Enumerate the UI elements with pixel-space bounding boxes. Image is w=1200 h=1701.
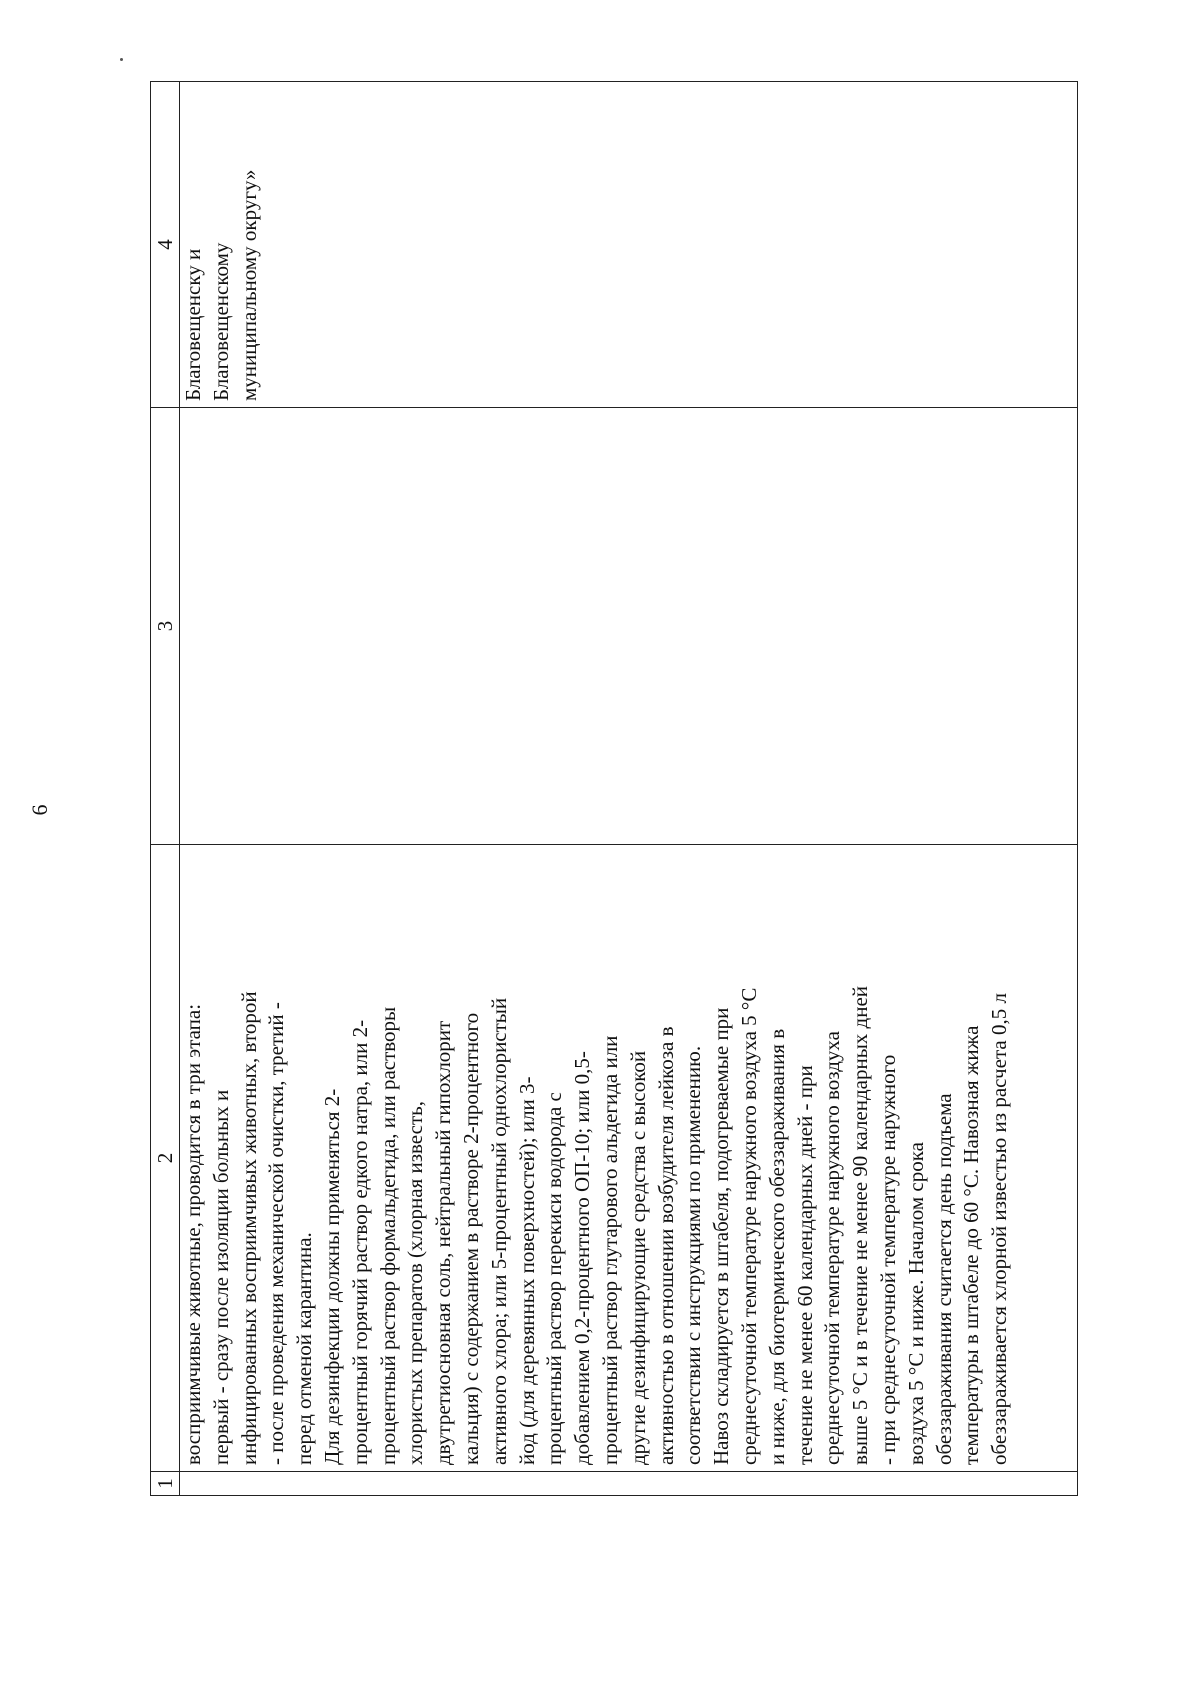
text-line: обеззараживается хлорной известью из расчета 0,5 л (987, 993, 1012, 1465)
page-number: 6 (27, 804, 52, 816)
header-row (151, 82, 180, 1496)
text-line: выше 5 °С и в течение не менее 90 календарных дней (848, 985, 873, 1465)
cell-col-2 (180, 845, 1078, 1472)
text-line: йод (для деревянных поверхностей); или 3- (514, 1076, 539, 1465)
text-line: обеззараживания считается день подъема (931, 1093, 956, 1465)
text-line: среднесуточной температуре наружного воздуха 5 °С (736, 987, 761, 1465)
text-line: температуры в штабеле до 60 °С. Навозная жижа (959, 1025, 984, 1465)
header-col-4: 4 (151, 82, 180, 408)
text-line: и ниже, для биотермического обеззараживания в (764, 1028, 789, 1465)
text-line: первый - сразу после изоляции больных и (208, 1089, 233, 1465)
text-line: добавлением 0,2-процентного ОП-10; или 0,5- (570, 1051, 595, 1465)
text-line: процентный горячий раствор едкого натра, или 2- (347, 1019, 372, 1465)
cell-col-1 (180, 1472, 1078, 1496)
cell-col-4 (180, 82, 1078, 408)
text-line: среднесуточной температуре наружного воздуха (820, 1031, 845, 1465)
text-line: Для дезинфекции должны применяться 2- (319, 1088, 344, 1465)
responsible-text (180, 88, 263, 401)
text-line: Навоз складируется в штабеля, подогреваемые при (709, 1007, 734, 1465)
text-line: воздуха 5 °С и ниже. Началом срока (903, 1142, 928, 1465)
header-col-3: 3 (151, 408, 180, 845)
text-line: активного хлора; или 5-процентный однохлористый (486, 997, 511, 1465)
measures-text (180, 851, 1014, 1465)
table-row (180, 82, 1078, 1496)
rotated-table-wrapper (150, 82, 1087, 1496)
text-line: кальция) с содержанием в растворе 2-процентного (458, 1012, 483, 1465)
text-line: течение не менее 60 календарных дней - при (792, 1065, 817, 1465)
text-line: перед отменой карантина. (292, 1232, 317, 1465)
text-line: процентный раствор формальдегида, или растворы (375, 1006, 400, 1465)
text-line: процентный раствор глутарового альдегида или (597, 1035, 622, 1465)
text-line: соответствии с инструкциями по применению. (681, 1045, 706, 1465)
text-line: Благовещенскому (208, 242, 233, 401)
header-col-2: 2 (151, 845, 180, 1472)
text-line: активностью в отношении возбудителя лейкоза в (653, 1026, 678, 1465)
cell-col-3 (180, 408, 1078, 845)
text-line: - после проведения механической очистки, третий - (264, 1002, 289, 1465)
scan-speck (120, 58, 123, 61)
text-line: инфицированных восприимчивых животных, второй (236, 991, 261, 1465)
text-line: - при среднесуточной температуре наружного (875, 1054, 900, 1465)
text-line: Благовещенску и (181, 248, 205, 401)
text-line: двутретиосновная соль, нейтральный гипохлорит (431, 1020, 456, 1465)
regulation-table (150, 81, 1078, 1496)
text-line: муниципальному округу» (236, 169, 261, 401)
text-line: другие дезинфицирующие средства с высокой (625, 1050, 650, 1465)
header-col-1: 1 (151, 1472, 180, 1496)
text-line: процентный раствор перекиси водорода с (542, 1092, 567, 1465)
text-line: восприимчивые животные, проводится в три этапа: (181, 1003, 205, 1465)
text-line: хлористых препаратов (хлорная известь, (403, 1101, 428, 1465)
